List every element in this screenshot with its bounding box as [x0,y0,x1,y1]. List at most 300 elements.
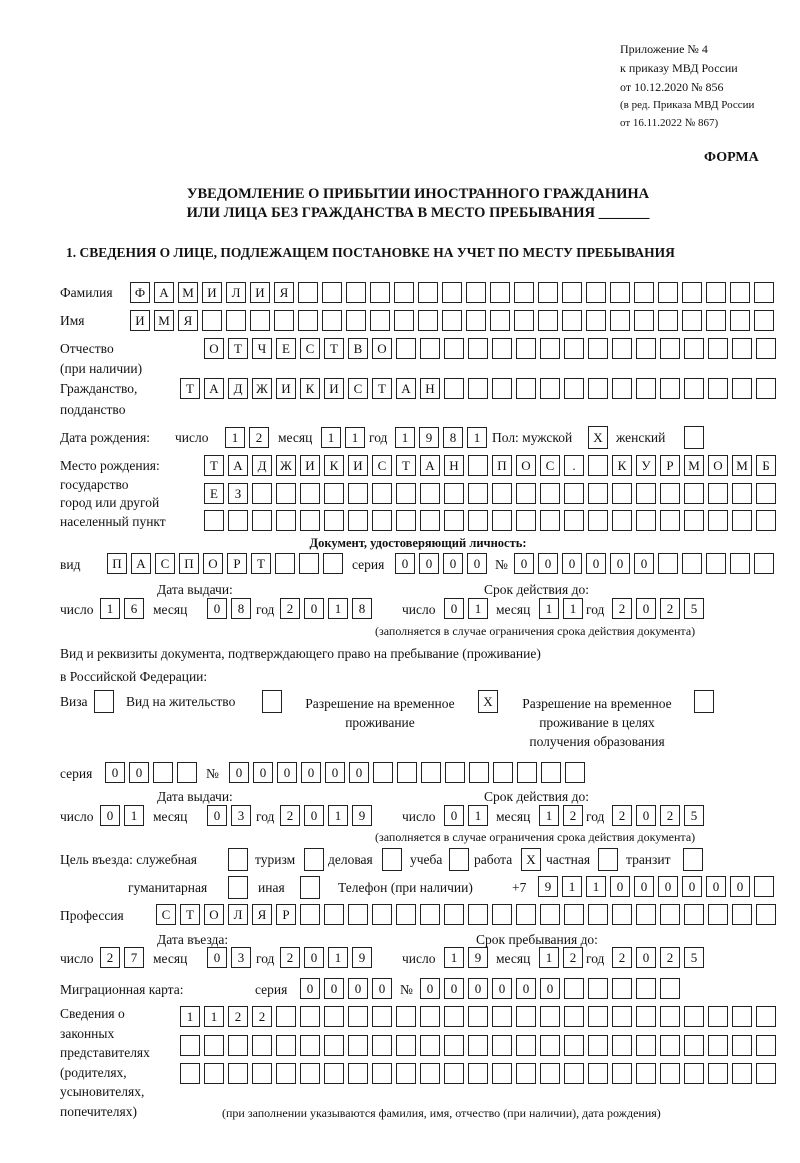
char-box[interactable]: 0 [634,553,654,574]
char-box[interactable] [445,762,465,783]
char-box[interactable]: Л [228,904,248,925]
char-box[interactable] [708,904,728,925]
char-box[interactable] [708,1035,728,1056]
id-valid-day-boxes[interactable] [444,598,488,619]
char-box[interactable] [541,762,561,783]
char-box[interactable] [298,282,318,303]
purpose-tourism-checkbox[interactable] [304,848,324,871]
char-box[interactable] [348,904,368,925]
char-box[interactable]: 0 [348,978,368,999]
char-box[interactable]: 2 [660,947,680,968]
char-box[interactable] [636,904,656,925]
char-box[interactable]: М [684,455,704,476]
char-box[interactable]: 0 [682,876,702,897]
char-box[interactable]: Ч [252,338,272,359]
char-box[interactable]: 0 [229,762,249,783]
char-box[interactable] [588,338,608,359]
char-box[interactable] [177,762,197,783]
char-box[interactable] [300,510,320,531]
char-box[interactable]: . [564,455,584,476]
id-number-boxes[interactable] [514,553,774,574]
char-box[interactable] [372,1035,392,1056]
entry-month-boxes[interactable] [207,947,251,968]
char-box[interactable]: 3 [231,947,251,968]
char-box[interactable] [706,553,726,574]
char-box[interactable]: А [420,455,440,476]
char-box[interactable] [324,1006,344,1027]
char-box[interactable]: Я [252,904,272,925]
char-box[interactable] [562,310,582,331]
char-box[interactable] [492,378,512,399]
char-box[interactable] [492,483,512,504]
char-box[interactable]: 1 [539,947,559,968]
char-box[interactable] [153,762,173,783]
char-box[interactable] [588,1063,608,1084]
char-box[interactable] [396,1063,416,1084]
purpose-humanitarian-checkbox[interactable] [228,876,248,899]
char-box[interactable] [348,1035,368,1056]
char-box[interactable] [442,282,462,303]
char-box[interactable] [492,338,512,359]
char-box[interactable]: 0 [419,553,439,574]
char-box[interactable] [756,338,776,359]
char-box[interactable] [756,510,776,531]
char-box[interactable] [564,1063,584,1084]
char-box[interactable] [276,510,296,531]
char-box[interactable]: А [204,378,224,399]
char-box[interactable]: 0 [304,598,324,619]
id-series-boxes[interactable] [395,553,487,574]
id-issued-day-boxes[interactable] [100,598,144,619]
char-box[interactable]: Т [180,378,200,399]
char-box[interactable] [490,310,510,331]
visa-checkbox[interactable] [94,690,114,713]
surname-boxes[interactable] [130,282,774,303]
char-box[interactable] [732,510,752,531]
char-box[interactable]: О [204,904,224,925]
char-box[interactable]: Н [444,455,464,476]
char-box[interactable] [660,483,680,504]
char-box[interactable]: 0 [324,978,344,999]
purpose-transit-checkbox[interactable] [683,848,703,871]
char-box[interactable] [394,310,414,331]
char-box[interactable] [420,1035,440,1056]
char-box[interactable] [276,1035,296,1056]
char-box[interactable] [612,483,632,504]
char-box[interactable]: Т [228,338,248,359]
char-box[interactable]: Т [396,455,416,476]
char-box[interactable] [730,310,750,331]
char-box[interactable] [516,338,536,359]
char-box[interactable] [468,455,488,476]
char-box[interactable] [514,282,534,303]
char-box[interactable] [564,483,584,504]
char-box[interactable] [348,510,368,531]
char-box[interactable] [300,1035,320,1056]
char-box[interactable] [660,1006,680,1027]
char-box[interactable] [444,338,464,359]
char-box[interactable] [540,338,560,359]
char-box[interactable] [516,378,536,399]
char-box[interactable] [420,904,440,925]
char-box[interactable] [492,904,512,925]
stay-until-year-boxes[interactable] [612,947,704,968]
char-box[interactable] [588,1006,608,1027]
stay-number-boxes[interactable] [229,762,585,783]
char-box[interactable]: 1 [539,805,559,826]
char-box[interactable] [684,338,704,359]
char-box[interactable] [204,510,224,531]
char-box[interactable] [468,1006,488,1027]
char-box[interactable] [300,904,320,925]
char-box[interactable]: 2 [228,1006,248,1027]
char-box[interactable] [684,1006,704,1027]
char-box[interactable]: 0 [253,762,273,783]
char-box[interactable]: 1 [539,598,559,619]
char-box[interactable] [444,483,464,504]
char-box[interactable] [684,510,704,531]
char-box[interactable] [588,978,608,999]
char-box[interactable]: Д [228,378,248,399]
char-box[interactable]: Т [180,904,200,925]
char-box[interactable]: 0 [300,978,320,999]
citizenship-boxes[interactable] [180,378,776,399]
char-box[interactable] [636,378,656,399]
char-box[interactable]: 0 [420,978,440,999]
temp-permit-checkbox[interactable]: X [478,690,498,713]
char-box[interactable]: 3 [231,805,251,826]
char-box[interactable] [732,904,752,925]
char-box[interactable] [612,1035,632,1056]
char-box[interactable] [418,310,438,331]
char-box[interactable] [468,378,488,399]
char-box[interactable] [517,762,537,783]
char-box[interactable] [324,510,344,531]
char-box[interactable] [346,310,366,331]
char-box[interactable]: И [130,310,150,331]
char-box[interactable]: 0 [207,598,227,619]
char-box[interactable]: П [492,455,512,476]
char-box[interactable] [252,483,272,504]
char-box[interactable] [348,1006,368,1027]
char-box[interactable] [396,338,416,359]
char-box[interactable]: 1 [468,805,488,826]
char-box[interactable] [252,1035,272,1056]
char-box[interactable]: 1 [328,947,348,968]
char-box[interactable]: 0 [444,805,464,826]
char-box[interactable]: О [372,338,392,359]
char-box[interactable] [756,1006,776,1027]
char-box[interactable]: 0 [444,978,464,999]
char-box[interactable] [708,1006,728,1027]
char-box[interactable] [492,1035,512,1056]
char-box[interactable]: 2 [612,805,632,826]
char-box[interactable] [540,1035,560,1056]
char-box[interactable]: С [156,904,176,925]
char-box[interactable] [612,338,632,359]
char-box[interactable] [660,510,680,531]
purpose-private-checkbox[interactable] [598,848,618,871]
char-box[interactable] [612,1006,632,1027]
char-box[interactable] [420,338,440,359]
char-box[interactable] [466,310,486,331]
char-box[interactable] [300,483,320,504]
char-box[interactable]: 1 [345,427,365,448]
char-box[interactable]: Т [372,378,392,399]
char-box[interactable] [250,310,270,331]
char-box[interactable]: 0 [395,553,415,574]
char-box[interactable]: 1 [328,805,348,826]
char-box[interactable] [612,978,632,999]
birth-year-boxes[interactable] [395,427,487,448]
char-box[interactable]: 0 [658,876,678,897]
char-box[interactable]: 9 [352,805,372,826]
char-box[interactable] [420,483,440,504]
char-box[interactable] [493,762,513,783]
char-box[interactable] [612,904,632,925]
char-box[interactable] [730,282,750,303]
purpose-other-checkbox[interactable] [300,876,320,899]
char-box[interactable]: 1 [467,427,487,448]
char-box[interactable] [252,1063,272,1084]
char-box[interactable] [708,378,728,399]
char-box[interactable] [516,510,536,531]
char-box[interactable]: 1 [395,427,415,448]
char-box[interactable] [276,1006,296,1027]
char-box[interactable]: Е [276,338,296,359]
char-box[interactable] [540,378,560,399]
legal-reps-boxes-1[interactable] [180,1006,776,1027]
profession-boxes[interactable] [156,904,776,925]
char-box[interactable] [564,904,584,925]
char-box[interactable] [564,378,584,399]
char-box[interactable]: 1 [444,947,464,968]
char-box[interactable] [636,1006,656,1027]
char-box[interactable] [564,978,584,999]
birthplace-boxes-3[interactable] [204,510,776,531]
char-box[interactable] [490,282,510,303]
char-box[interactable]: Б [756,455,776,476]
char-box[interactable]: К [324,455,344,476]
char-box[interactable]: Р [227,553,247,574]
char-box[interactable] [396,483,416,504]
char-box[interactable] [372,1006,392,1027]
char-box[interactable]: 7 [124,947,144,968]
char-box[interactable] [756,483,776,504]
char-box[interactable] [468,1063,488,1084]
char-box[interactable]: Т [324,338,344,359]
purpose-study-checkbox[interactable] [449,848,469,871]
char-box[interactable]: 0 [325,762,345,783]
char-box[interactable] [708,1063,728,1084]
char-box[interactable] [323,553,343,574]
char-box[interactable] [396,1035,416,1056]
char-box[interactable] [634,282,654,303]
char-box[interactable] [612,510,632,531]
char-box[interactable] [421,762,441,783]
char-box[interactable] [684,483,704,504]
id-issued-month-boxes[interactable] [207,598,251,619]
stay-valid-year-boxes[interactable] [612,805,704,826]
phone-boxes[interactable] [538,876,774,897]
char-box[interactable] [396,1006,416,1027]
char-box[interactable] [228,1063,248,1084]
mc-number-boxes[interactable] [420,978,680,999]
char-box[interactable]: 6 [124,598,144,619]
char-box[interactable] [204,1035,224,1056]
char-box[interactable] [468,338,488,359]
char-box[interactable] [444,510,464,531]
char-box[interactable] [660,338,680,359]
char-box[interactable] [180,1063,200,1084]
char-box[interactable]: И [276,378,296,399]
char-box[interactable]: 2 [100,947,120,968]
char-box[interactable]: К [300,378,320,399]
char-box[interactable]: Я [274,282,294,303]
char-box[interactable] [754,282,774,303]
birth-day-boxes[interactable] [225,427,269,448]
char-box[interactable] [444,378,464,399]
char-box[interactable] [682,553,702,574]
char-box[interactable]: Т [251,553,271,574]
char-box[interactable] [492,1063,512,1084]
purpose-official-checkbox[interactable] [228,848,248,871]
char-box[interactable]: 0 [706,876,726,897]
char-box[interactable]: 9 [468,947,488,968]
char-box[interactable] [732,338,752,359]
char-box[interactable]: 9 [419,427,439,448]
char-box[interactable] [442,310,462,331]
stay-issued-day-boxes[interactable] [100,805,144,826]
char-box[interactable]: 9 [538,876,558,897]
char-box[interactable]: 0 [492,978,512,999]
stay-issued-year-boxes[interactable] [280,805,372,826]
char-box[interactable] [538,310,558,331]
char-box[interactable]: 2 [280,947,300,968]
birthplace-boxes-1[interactable] [204,455,776,476]
char-box[interactable]: 9 [352,947,372,968]
char-box[interactable] [466,282,486,303]
char-box[interactable] [324,483,344,504]
char-box[interactable] [660,1035,680,1056]
char-box[interactable] [348,483,368,504]
sex-male-checkbox[interactable]: X [588,426,608,449]
char-box[interactable]: 1 [586,876,606,897]
char-box[interactable]: 5 [684,598,704,619]
stay-valid-day-boxes[interactable] [444,805,488,826]
char-box[interactable]: Т [204,455,224,476]
char-box[interactable] [634,310,654,331]
char-box[interactable] [586,310,606,331]
birthplace-boxes-2[interactable] [204,483,776,504]
char-box[interactable]: О [203,553,223,574]
char-box[interactable] [684,1063,704,1084]
char-box[interactable]: 8 [231,598,251,619]
char-box[interactable]: Л [226,282,246,303]
char-box[interactable] [565,762,585,783]
char-box[interactable]: 0 [610,553,630,574]
char-box[interactable] [540,1063,560,1084]
char-box[interactable]: М [154,310,174,331]
char-box[interactable] [299,553,319,574]
char-box[interactable] [516,1035,536,1056]
char-box[interactable]: 1 [124,805,144,826]
char-box[interactable]: А [154,282,174,303]
char-box[interactable]: 2 [612,947,632,968]
id-valid-year-boxes[interactable] [612,598,704,619]
char-box[interactable]: Я [178,310,198,331]
char-box[interactable]: К [612,455,632,476]
char-box[interactable] [612,1063,632,1084]
legal-reps-boxes-2[interactable] [180,1035,776,1056]
char-box[interactable]: П [179,553,199,574]
char-box[interactable]: А [228,455,248,476]
char-box[interactable] [540,904,560,925]
char-box[interactable]: 0 [105,762,125,783]
char-box[interactable] [492,510,512,531]
char-box[interactable] [468,904,488,925]
char-box[interactable] [298,310,318,331]
char-box[interactable] [396,904,416,925]
char-box[interactable]: 1 [321,427,341,448]
char-box[interactable] [372,904,392,925]
char-box[interactable] [660,904,680,925]
char-box[interactable]: О [204,338,224,359]
char-box[interactable] [226,310,246,331]
char-box[interactable] [540,483,560,504]
char-box[interactable] [684,904,704,925]
char-box[interactable]: 1 [100,598,120,619]
char-box[interactable]: О [516,455,536,476]
char-box[interactable] [684,1035,704,1056]
char-box[interactable] [300,1006,320,1027]
char-box[interactable] [588,378,608,399]
char-box[interactable]: 2 [280,805,300,826]
char-box[interactable] [756,1035,776,1056]
char-box[interactable]: 2 [252,1006,272,1027]
char-box[interactable] [564,510,584,531]
char-box[interactable] [588,904,608,925]
patronymic-boxes[interactable] [204,338,776,359]
char-box[interactable]: 0 [443,553,463,574]
char-box[interactable]: 0 [372,978,392,999]
char-box[interactable] [394,282,414,303]
char-box[interactable] [274,310,294,331]
char-box[interactable] [658,553,678,574]
char-box[interactable] [708,510,728,531]
char-box[interactable] [276,483,296,504]
char-box[interactable]: 0 [730,876,750,897]
char-box[interactable] [588,1035,608,1056]
char-box[interactable]: И [250,282,270,303]
name-boxes[interactable] [130,310,774,331]
id-issued-year-boxes[interactable] [280,598,372,619]
char-box[interactable] [636,510,656,531]
char-box[interactable]: 5 [684,805,704,826]
char-box[interactable] [658,282,678,303]
char-box[interactable]: 2 [280,598,300,619]
char-box[interactable] [228,510,248,531]
char-box[interactable]: 1 [562,876,582,897]
char-box[interactable] [706,282,726,303]
char-box[interactable]: 1 [225,427,245,448]
char-box[interactable]: М [178,282,198,303]
char-box[interactable]: 5 [684,947,704,968]
stay-valid-month-boxes[interactable] [539,805,583,826]
char-box[interactable] [682,282,702,303]
char-box[interactable] [756,1063,776,1084]
char-box[interactable]: 0 [304,947,324,968]
